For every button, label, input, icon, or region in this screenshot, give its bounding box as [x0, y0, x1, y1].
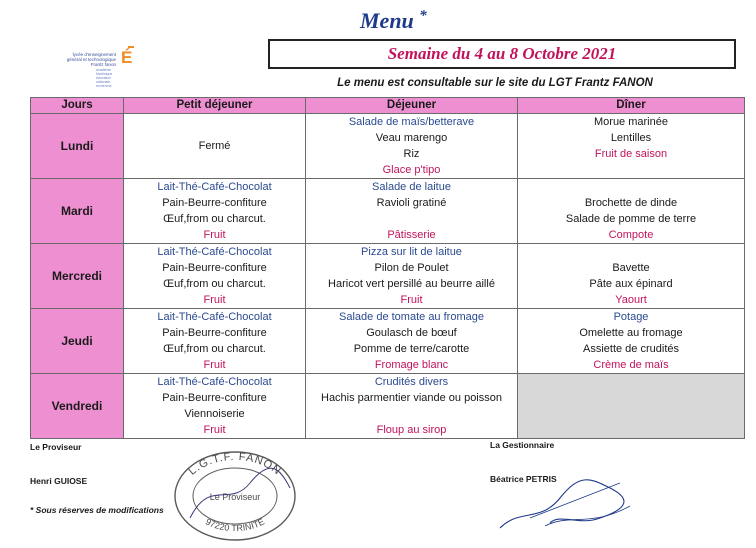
- menu-item: Œuf,from ou charcut.: [163, 278, 266, 290]
- menu-item: Pain-Beurre-confiture: [162, 327, 267, 339]
- day-label: Mardi: [31, 179, 124, 244]
- breakfast-cell: [124, 244, 306, 309]
- menu-item: Assiette de crudités: [583, 343, 679, 355]
- menu-title: [360, 8, 480, 34]
- table-row-lundi: [31, 114, 745, 179]
- table-row-mardi: [31, 179, 745, 244]
- logo-text-line: général et technologique: [66, 57, 116, 62]
- menu-item: Morue marinée: [594, 116, 668, 128]
- stamp-top-text: L.G.T.F. FANON: [186, 450, 284, 478]
- menu-item: Pain-Beurre-confiture: [162, 262, 267, 274]
- day-label: Lundi: [31, 114, 124, 179]
- dinner-cell: [518, 179, 745, 244]
- menu-item: Glace p'tipo: [382, 164, 441, 176]
- menu-title-asterisk: *: [419, 8, 427, 24]
- menu-item: Fromage blanc: [374, 359, 449, 371]
- menu-item: Pâte aux épinard: [589, 278, 673, 290]
- week-banner: Semaine du 4 au 8 Octobre 2021: [268, 39, 736, 69]
- menu-item: Floup au sirop: [376, 424, 447, 436]
- school-stamp: [170, 448, 300, 544]
- menu-item: Salade de pomme de terre: [565, 213, 697, 225]
- menu-body: [31, 114, 745, 439]
- svg-text:L.G.T.F. FANON: [186, 451, 283, 478]
- header-breakfast: Petit déjeuner: [124, 98, 306, 114]
- breakfast-cell: [124, 309, 306, 374]
- menu-item: Hachis parmentier viande ou poisson: [321, 392, 502, 404]
- menu-item: Pâtisserie: [387, 229, 436, 241]
- table-header-row: [31, 98, 745, 114]
- breakfast-cell: [124, 114, 306, 179]
- menu-item: Fruit: [203, 229, 226, 241]
- header-lunch: Déjeuner: [306, 98, 518, 114]
- menu-item: Lait-Thé-Café-Chocolat: [157, 376, 272, 388]
- logo-sub-line: académie: [96, 68, 112, 72]
- stamp-center-text: Le Proviseur: [209, 492, 261, 502]
- logo-sub-line: Martinique: [96, 72, 113, 76]
- gestionnaire-title: La Gestionnaire: [490, 440, 555, 450]
- menu-item: Pizza sur lit de laitue: [361, 246, 462, 258]
- menu-item: Salade de tomate au fromage: [339, 311, 484, 323]
- header-days: Jours: [31, 98, 124, 114]
- menu-item: Pain-Beurre-confiture: [162, 197, 267, 209]
- menu-item: Brochette de dinde: [584, 197, 678, 209]
- menu-item: Salade de maïs/betterave: [348, 116, 475, 128]
- menu-item: Fruit: [203, 424, 226, 436]
- menu-item: Haricot vert persillé au beurre aillé: [328, 278, 495, 290]
- menu-item: Lait-Thé-Café-Chocolat: [157, 311, 272, 323]
- dinner-cell: [518, 244, 745, 309]
- table-row-vendredi: [31, 374, 745, 439]
- menu-item: Goulasch de bœuf: [366, 327, 457, 339]
- consult-note: Le menu est consultable sur le site du LGT Frantz FANON: [337, 77, 653, 89]
- proviseur-title: Le Proviseur: [30, 442, 82, 452]
- table-row-jeudi: [31, 309, 745, 374]
- school-logo: [58, 44, 138, 88]
- menu-item: Œuf,from ou charcut.: [163, 213, 266, 225]
- menu-item: Œuf,from ou charcut.: [163, 343, 266, 355]
- svg-text:97220 TRINITE: [204, 516, 266, 533]
- menu-item: [306, 211, 517, 227]
- menu-item: Veau marengo: [375, 132, 448, 144]
- day-label: Mercredi: [31, 244, 124, 309]
- menu-item: Fruit: [400, 294, 423, 306]
- logo-sub-line: nationale: [96, 80, 111, 84]
- dinner-cell: [518, 374, 745, 439]
- reserve-note: * Sous réserves de modifications: [30, 505, 164, 515]
- day-label: Vendredi: [31, 374, 124, 439]
- logo-subtext: [96, 68, 136, 88]
- menu-item: [518, 244, 744, 260]
- dinner-cell: [518, 309, 745, 374]
- menu-item: Ravioli gratiné: [376, 197, 447, 209]
- menu-item: [306, 406, 517, 422]
- table-row-mercredi: [31, 244, 745, 309]
- logo-text-line: Frantz fanon: [90, 62, 116, 67]
- stamp-bottom-text: 97220 TRINITE: [203, 516, 267, 534]
- dinner-cell: [518, 114, 745, 179]
- menu-item: Fermé: [198, 140, 231, 152]
- logo-sub-line: éducation: [96, 76, 112, 80]
- lunch-cell: [306, 244, 518, 309]
- logo-text-line: lycée d'enseignement: [72, 52, 116, 57]
- menu-table: [30, 97, 745, 439]
- logo-text: [58, 52, 116, 67]
- menu-item: Salade de laitue: [372, 181, 451, 193]
- menu-item: Omelette au fromage: [579, 327, 683, 339]
- gestionnaire-signature-icon: [490, 468, 640, 538]
- menu-item: Fruit: [203, 294, 226, 306]
- menu-item: Viennoiserie: [184, 408, 245, 420]
- menu-item: [518, 179, 744, 195]
- menu-item: Crème de maïs: [593, 359, 669, 371]
- lunch-cell: [306, 309, 518, 374]
- menu-item: Pomme de terre/carotte: [353, 343, 470, 355]
- menu-item: Lentilles: [610, 132, 652, 144]
- breakfast-cell: [124, 374, 306, 439]
- lunch-cell: [306, 179, 518, 244]
- menu-item: Lait-Thé-Café-Chocolat: [157, 181, 272, 193]
- logo-sub-line: recherche: [96, 84, 112, 88]
- menu-item: Pain-Beurre-confiture: [162, 392, 267, 404]
- menu-item: Pilon de Poulet: [374, 262, 449, 274]
- menu-item: Fruit: [203, 359, 226, 371]
- menu-item: Lait-Thé-Café-Chocolat: [157, 246, 272, 258]
- day-label: Jeudi: [31, 309, 124, 374]
- logo-e-icon: [118, 44, 138, 66]
- logo-letter: É: [121, 48, 133, 66]
- header-dinner: Dîner: [518, 98, 745, 114]
- menu-item: Compote: [608, 229, 654, 241]
- lunch-cell: [306, 114, 518, 179]
- menu-item: Fruit de saison: [594, 148, 668, 160]
- menu-item: Potage: [613, 311, 649, 323]
- gestionnaire-name: Béatrice PETRIS: [490, 474, 557, 484]
- menu-title-text: Menu: [360, 8, 414, 33]
- menu-item: Crudités divers: [374, 376, 449, 388]
- menu-item: Yaourt: [615, 294, 647, 306]
- menu-item: Bavette: [612, 262, 650, 274]
- breakfast-cell: [124, 179, 306, 244]
- lunch-cell: [306, 374, 518, 439]
- proviseur-name: Henri GUIOSE: [30, 476, 88, 486]
- menu-item: Riz: [403, 148, 420, 160]
